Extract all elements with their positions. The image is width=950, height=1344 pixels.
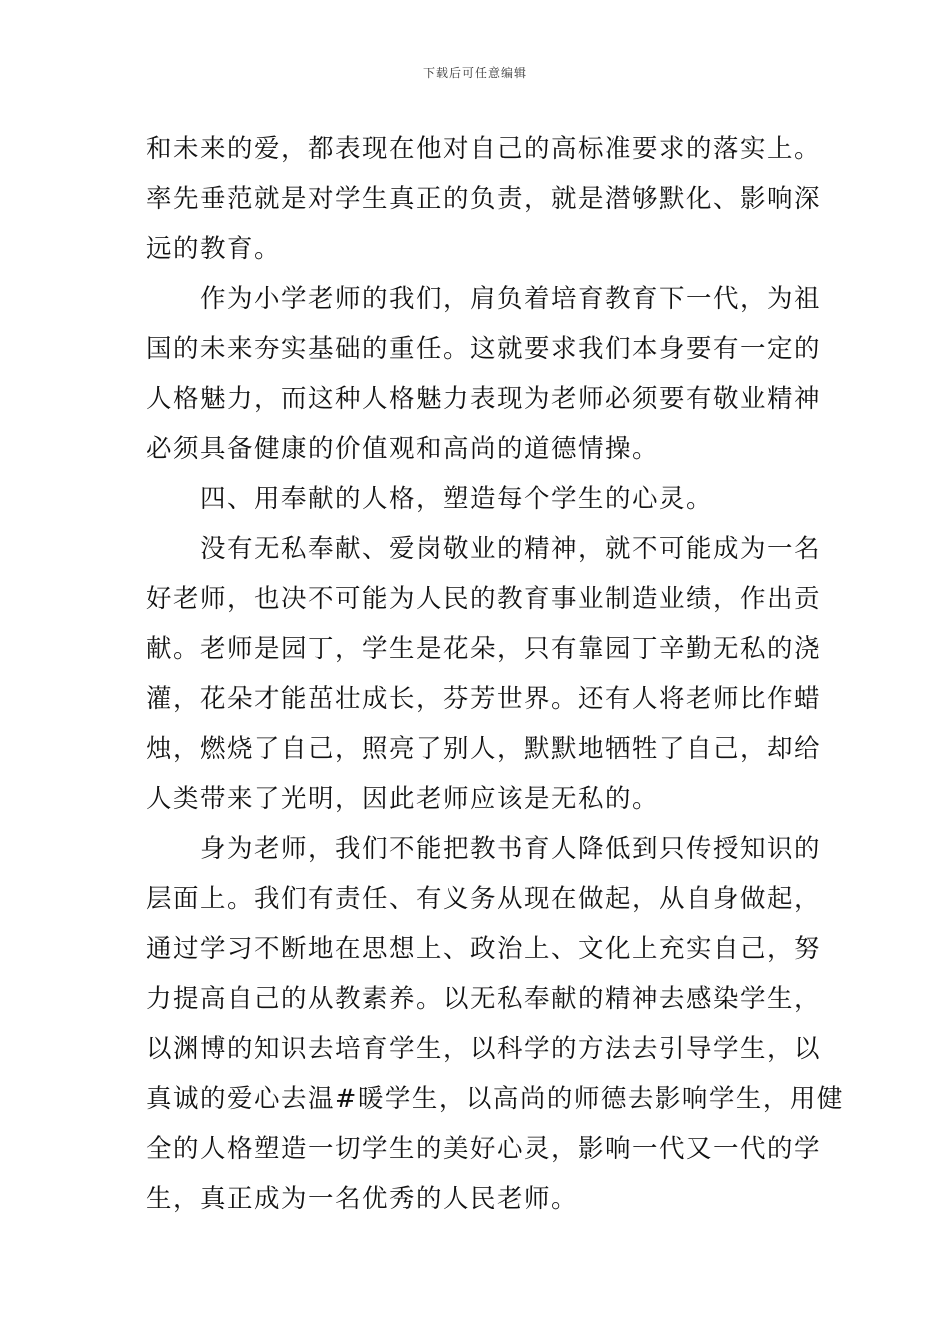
- text-line: 灌，花朵才能茁壮成长，芬芳世界。还有人将老师比作蜡: [146, 684, 822, 714]
- section-heading: 四、用奉献的人格，塑造每个学生的心灵。: [146, 484, 714, 514]
- text-line: 以渊博的知识去培育学生，以科学的方法去引导学生，以: [146, 1034, 822, 1064]
- text-line: 好老师，也决不可能为人民的教育事业制造业绩，作出贡: [146, 584, 822, 614]
- text-line: 人类带来了光明，因此老师应该是无私的。: [146, 784, 660, 814]
- header-note: 下载后可任意编辑: [422, 66, 527, 80]
- text-line: 烛，燃烧了自己，照亮了别人，默默地牺牲了自己，却给: [146, 734, 822, 764]
- text-line: 率先垂范就是对学生真正的负责，就是潜够默化、影响深: [146, 184, 822, 214]
- text-line: 人格魅力，而这种人格魅力表现为老师必须要有敬业精神: [146, 384, 822, 414]
- text-line: 献。老师是园丁，学生是花朵，只有靠园丁辛勤无私的浇: [146, 634, 822, 664]
- text-line: 身为老师，我们不能把教书育人降低到只传授知识的: [146, 834, 822, 864]
- body-text: [146, 124, 844, 1224]
- text-line: 力提高自己的从教素养。以无私奉献的精神去感染学生，: [146, 984, 822, 1014]
- text-line: 全的人格塑造一切学生的美好心灵，影响一代又一代的学: [146, 1134, 822, 1164]
- text-line: 必须具备健康的价值观和高尚的道德情操。: [146, 434, 660, 464]
- text-line: 生，真正成为一名优秀的人民老师。: [146, 1184, 579, 1214]
- text-line: 远的教育。: [146, 234, 282, 264]
- text-line: 真诚的爱心去温#暖学生，以高尚的师德去影响学生，用健: [146, 1084, 844, 1114]
- text-line: 层面上。我们有责任、有义务从现在做起，从自身做起，: [146, 884, 822, 914]
- text-line: 通过学习不断地在思想上、政治上、文化上充实自己，努: [146, 934, 822, 964]
- text-line: 作为小学老师的我们，肩负着培育教育下一代，为祖: [146, 284, 822, 314]
- text-line: 没有无私奉献、爱岗敬业的精神，就不可能成为一名: [146, 534, 822, 564]
- text-line: 国的未来夯实基础的重任。这就要求我们本身要有一定的: [146, 334, 822, 364]
- text-line: 和未来的爱，都表现在他对自己的高标准要求的落实上。: [146, 134, 822, 164]
